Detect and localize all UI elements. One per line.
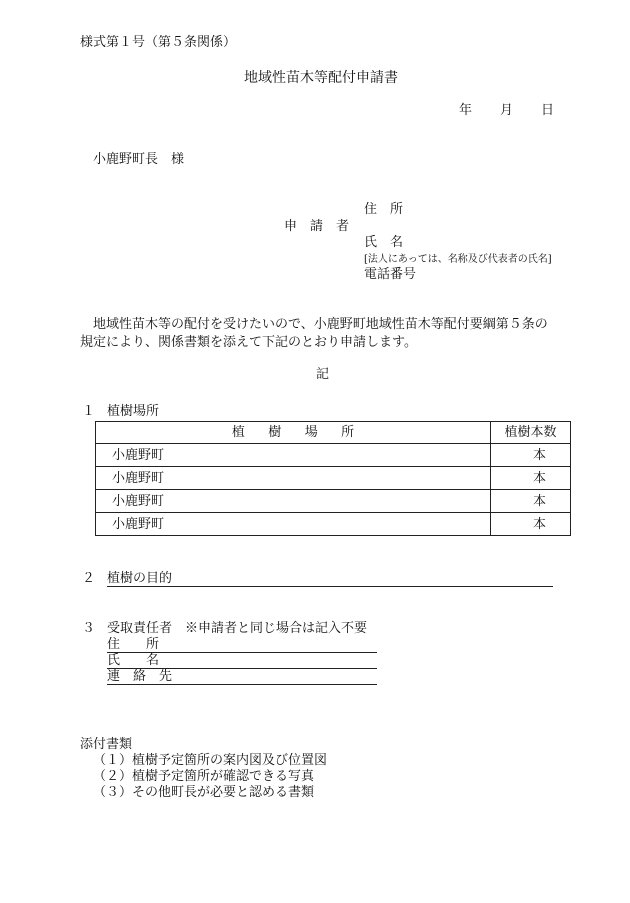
purpose-underline[interactable]	[107, 586, 553, 587]
document-title: 地域性苗木等配付申請書	[244, 70, 398, 86]
section-3-number: ３	[82, 621, 96, 636]
section-2-title: 植樹の目的	[107, 571, 173, 586]
receiver-address-label: 住 所	[107, 637, 160, 652]
section-1-title: 植樹場所	[107, 404, 160, 419]
form-number: 様式第１号（第５条関係）	[80, 35, 237, 50]
section-3-title: 受取責任者 ※申請者と同じ場合は記入不要	[107, 621, 368, 636]
date-day: 日	[541, 103, 555, 118]
receiver-name-label: 氏 名	[107, 653, 160, 668]
attachment-item-3: （３）その他町長が必要と認める書類	[93, 785, 315, 800]
section-2-number: ２	[82, 571, 96, 586]
section-1-number: １	[82, 404, 96, 419]
planting-table	[95, 421, 571, 536]
table-row	[96, 467, 571, 490]
header-count: 植樹本数	[491, 422, 571, 444]
row-count[interactable]: 本	[491, 444, 571, 467]
attachment-item-1: （１）植樹予定箇所の案内図及び位置図	[93, 753, 328, 768]
row-count[interactable]: 本	[491, 467, 571, 490]
name-label: 氏 名	[364, 235, 404, 250]
address-label: 住 所	[364, 202, 404, 217]
attachment-item-2: （２）植樹予定箇所が確認できる写真	[93, 769, 315, 784]
row-place[interactable]: 小鹿野町	[96, 467, 491, 490]
body-text-line2: 規定により、関係書類を添えて下記のとおり申請します。	[80, 335, 417, 350]
addressee: 小鹿野町長 様	[93, 152, 185, 167]
receiver-contact-label: 連 絡 先	[107, 669, 173, 684]
receiver-contact-underline[interactable]	[107, 684, 377, 685]
attachments-title: 添付書類	[80, 737, 133, 752]
body-text-line1: 地域性苗木等の配付を受けたいので、小鹿野町地域性苗木等配付要綱第５条の	[93, 317, 548, 332]
row-place[interactable]: 小鹿野町	[96, 490, 491, 513]
table-row	[96, 490, 571, 513]
date-month: 月	[500, 103, 514, 118]
table-row	[96, 513, 571, 536]
row-place[interactable]: 小鹿野町	[96, 513, 491, 536]
applicant-label: 申 請 者	[284, 219, 350, 234]
row-count[interactable]: 本	[491, 513, 571, 536]
table-header-row	[96, 422, 571, 444]
phone-label: 電話番号	[364, 267, 417, 282]
row-count[interactable]: 本	[491, 490, 571, 513]
table-row	[96, 444, 571, 467]
date-year: 年	[459, 103, 473, 118]
row-place[interactable]: 小鹿野町	[96, 444, 491, 467]
header-place: 植樹場所	[96, 422, 491, 444]
ki-heading: 記	[316, 367, 330, 382]
corporate-note: [法人にあっては、名称及び代表者の氏名]	[364, 254, 552, 265]
